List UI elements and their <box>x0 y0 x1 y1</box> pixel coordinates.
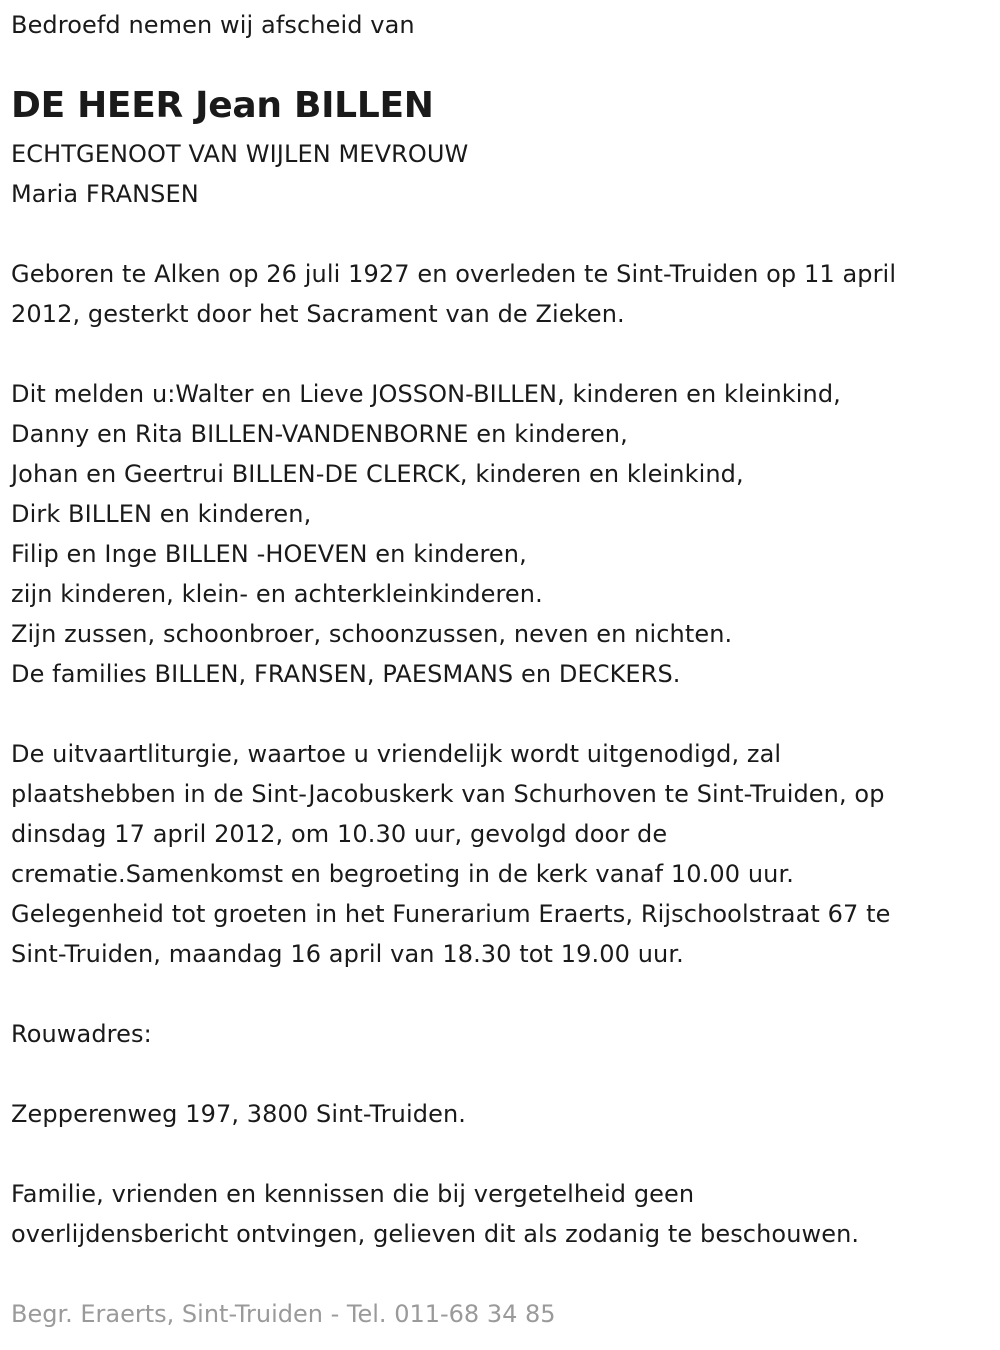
mourning-address-block <box>11 1094 466 1134</box>
birth-line: Geboren te Alken op 26 juli 1927 en overleden te Sint-Truiden op 11 april <box>11 260 897 288</box>
funeral-home-footer: Begr. Eraerts, Sint-Truiden - Tel. 011-68 34 85 <box>11 1300 556 1328</box>
deceased-name: DE HEER Jean BILLEN <box>11 85 434 126</box>
mourning-address-label-block <box>11 1014 152 1054</box>
mourning-address-label: Rouwadres: <box>11 1020 152 1048</box>
birth-line: 2012, gesterkt door het Sacrament van de Zieken. <box>11 300 625 328</box>
funeral-line: crematie.Samenkomst en begroeting in de kerk vanaf 10.00 uur. <box>11 860 794 888</box>
funeral-details-block <box>11 734 891 974</box>
announcement-line: zijn kinderen, klein- en achterkleinkinderen. <box>11 580 543 608</box>
notice-block <box>11 1174 859 1254</box>
announcement-block <box>11 374 841 694</box>
funeral-line: Gelegenheid tot groeten in het Funerarium Eraerts, Rijschoolstraat 67 te <box>11 900 891 928</box>
announcement-line: Zijn zussen, schoonbroer, schoonzussen, neven en nichten. <box>11 620 733 648</box>
funeral-line: De uitvaartliturgie, waartoe u vriendelijk wordt uitgenodigd, zal <box>11 740 782 768</box>
spouse-block <box>11 134 468 214</box>
funeral-line: Sint-Truiden, maandag 16 april van 18.30 tot 19.00 uur. <box>11 940 684 968</box>
announcement-line: Johan en Geertrui BILLEN-DE CLERCK, kinderen en kleinkind, <box>11 460 744 488</box>
mourning-address: Zepperenweg 197, 3800 Sint-Truiden. <box>11 1100 466 1128</box>
announcement-line: Dit melden u:Walter en Lieve JOSSON-BILLEN, kinderen en kleinkind, <box>11 380 841 408</box>
announcement-line: Dirk BILLEN en kinderen, <box>11 500 312 528</box>
birth-death-block <box>11 254 896 334</box>
funeral-line: dinsdag 17 april 2012, om 10.30 uur, gevolgd door de <box>11 820 668 848</box>
intro-text: Bedroefd nemen wij afscheid van <box>11 11 415 39</box>
notice-line: Familie, vrienden en kennissen die bij vergetelheid geen <box>11 1180 695 1208</box>
announcement-line: Danny en Rita BILLEN-VANDENBORNE en kinderen, <box>11 420 628 448</box>
spouse-line: Maria FRANSEN <box>11 180 199 208</box>
announcement-line: Filip en Inge BILLEN -HOEVEN en kinderen, <box>11 540 527 568</box>
announcement-line: De families BILLEN, FRANSEN, PAESMANS en DECKERS. <box>11 660 681 688</box>
notice-line: overlijdensbericht ontvingen, gelieven dit als zodanig te beschouwen. <box>11 1220 860 1248</box>
funeral-line: plaatshebben in de Sint-Jacobuskerk van Schurhoven te Sint-Truiden, op <box>11 780 885 808</box>
spouse-line: ECHTGENOOT VAN WIJLEN MEVROUW <box>11 140 469 168</box>
